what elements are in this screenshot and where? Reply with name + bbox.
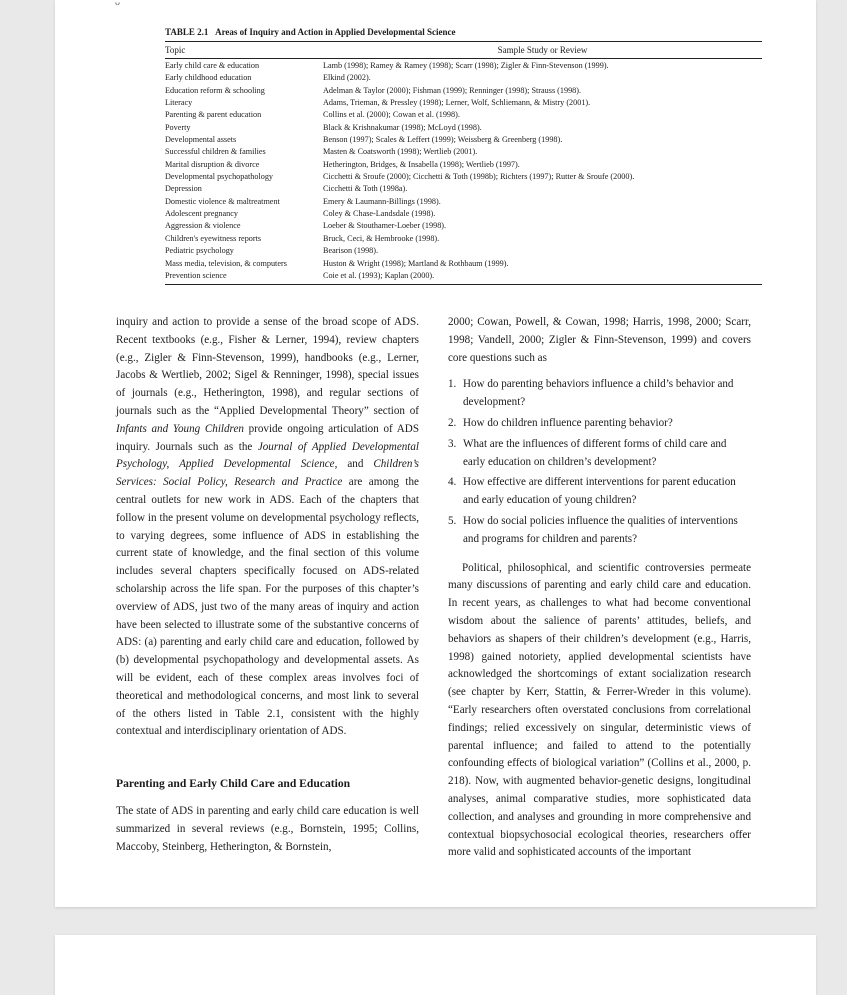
table-body	[165, 59, 762, 285]
table-header	[165, 42, 762, 58]
table-cell-topic: Mass media, television, & computers	[165, 258, 287, 268]
table-cell-topic: Literacy	[165, 98, 193, 108]
question-item	[448, 513, 751, 549]
table-row	[165, 208, 762, 220]
table-cell-reference: Masten & Coatsworth (1998); Wertlieb (2001).	[323, 147, 478, 157]
question-list	[448, 376, 751, 548]
table-cell-reference: Cicchetti & Toth (1998a).	[323, 184, 408, 194]
table-cell-reference: Emery & Laumann-Billings (1998).	[323, 196, 441, 206]
table-cell-topic: Poverty	[165, 122, 191, 132]
controversies-paragraph: Political, philosophical, and scientific controversies permeate many discussions of parenting and early child care and education. In recent years, as challenges to what had become conventional wisdom about the salience of parents’ attitudes, beliefs, and behaviors as shapers of their children’s development (e.g., Harris, 1998) gained notoriety, applied developmental scientists have acknowledged the shortcomings of extant socialization research (see chapter by Kerr, Stattin, & Ferrer-Wreder in this volume). “Early researchers often overstated conclusions from correlational findings; relied excessively on singular, deterministic views of parental influence; and failed to attend to the potentially confounding effects of biological variation” (Collins et al., 2000, p. 218). Now, with augmented behavior-genetic designs, longitudinal analyses, animal comparative studies, more sophisticated data collection, and analyses and grounding in more comprehensive and contextual biopsychosocial ecological theories, researchers offer more valid and sophisticated accounts of the important	[448, 561, 751, 859]
page-top-mark: ᴗ	[115, 0, 120, 8]
table-row	[165, 245, 762, 257]
table-cell-topic: Early childhood education	[165, 73, 252, 83]
table-cell-reference: Coley & Chase-Landsdale (1998).	[323, 209, 436, 219]
table-row	[165, 258, 762, 270]
question-item	[448, 376, 751, 412]
table-cell-topic: Prevention science	[165, 270, 227, 280]
table-header-reference: Sample Study or Review	[497, 45, 588, 55]
table-cell-reference: Lamb (1998); Ramey & Ramey (1998); Scarr (1998); Zigler & Finn-Stevenson (1999).	[323, 61, 609, 70]
table-cell-reference: Bruck, Ceci, & Hembrooke (1998).	[323, 233, 440, 243]
table-cell-reference: Coie et al. (1993); Kaplan (2000).	[323, 270, 435, 280]
question-number: 4.	[448, 476, 457, 489]
question-text: How do parenting behaviors influence a child’s behavior and development?	[463, 378, 734, 409]
table-cell-topic: Depression	[165, 184, 202, 194]
next-document-page	[55, 935, 816, 995]
table-caption	[165, 26, 762, 38]
table-header-topic: Topic	[165, 45, 186, 55]
table-cell-reference: Adams, Trieman, & Pressley (1998); Lerner, Wolf, Schliemann, & Mistry (2001).	[323, 98, 591, 108]
table-cell-topic: Adolescent pregnancy	[165, 209, 238, 219]
table-row	[165, 72, 762, 84]
table-row	[165, 122, 762, 134]
table-cell-reference: Black & Krishnakumar (1998); McLoyd (1998).	[323, 122, 482, 132]
table-row	[165, 97, 762, 109]
table-cell-topic: Developmental assets	[165, 135, 237, 145]
table-row	[165, 233, 762, 245]
question-number: 1.	[448, 378, 457, 391]
table-cell-reference: Collins et al. (2000); Cowan et al. (1998).	[323, 110, 460, 120]
table-bottom-rule	[165, 284, 762, 285]
question-text: How do children influence parenting behavior?	[463, 416, 673, 429]
table-row	[165, 109, 762, 121]
table-cell-reference: Loeber & Stouthamer-Loeber (1998).	[323, 221, 447, 231]
table-caption-label: TABLE 2.1	[165, 27, 209, 37]
question-item	[448, 415, 751, 433]
table-row	[165, 134, 762, 146]
question-number: 3.	[448, 437, 457, 450]
table-cell-topic: Marital disruption & divorce	[165, 159, 260, 169]
table-2-1	[165, 26, 762, 285]
table-cell-reference: Adelman & Taylor (2000); Fishman (1999); Renninger (1998); Strauss (1998).	[323, 85, 582, 95]
continued-paragraph: 2000; Cowan, Powell, & Cowan, 1998; Harris, 1998, 2000; Scarr, 1998; Vandell, 2000; Zigler & Finn-Stevenson, 1999) and covers core questions such as	[448, 316, 751, 364]
table-cell-reference: Benson (1997); Scales & Leffert (1999); Weissberg & Greenberg (1998).	[323, 135, 563, 145]
table-row	[165, 270, 762, 282]
question-text: What are the influences of different forms of child care and early education on children’s development?	[463, 437, 727, 468]
question-item	[448, 474, 751, 510]
table-row	[165, 171, 762, 183]
table-cell-reference: Hetherington, Bridges, & Insabella (1998); Wertlieb (1997).	[323, 159, 520, 169]
intro-paragraph: inquiry and action to provide a sense of the broad scope of ADS. Recent textbooks (e.g., Fisher & Lerner, 1994), review chapters (e.g., Zigler & Finn-Stevenson, 1999), handbooks (e.g., Lerner, Jacobs & Wertlieb, 2002; Sigel & Renninger, 1998), special issues of journals (e.g., Hetherington, 1998), and regular sections of journals such as the “Applied Developmental Theory” section of Infants and Young Children provide ongoing articulation of ADS inquiry. Journals such as the Journal of Applied Developmental Psychology, Applied Developmental Science, and Children’s Services: Social Policy, Research and Practice are among the central outlets for new work in ADS. Each of the chapters that follow in the present volume on developmental psychology reflects, to varying degrees, some influence of ADS in establishing the current state of knowledge, and the final section of this volume includes several chapters specifically focused on ADS-related scholarship across the life span. For the purposes of this chapter’s overview of ADS, just two of the many areas of inquiry and action have been selected to illustrate some of the substantive concerns of ADS: (a) parenting and early child care and education, followed by (b) developmental psychopathology and developmental assets. As will be evident, each of these complex areas involves foci of theoretical and methodological concerns, and most link to several of the others listed in Table 2.1, consistent with the highly contextual and interdisciplinary orientation of ADS.	[116, 316, 419, 738]
left-text-column	[116, 314, 419, 856]
table-cell-reference: Huston & Wright (1998); Martland & Rothbaum (1999).	[323, 258, 509, 268]
table-cell-topic: Parenting & parent education	[165, 110, 262, 120]
table-cell-topic: Developmental psychopathology	[165, 172, 274, 182]
table-cell-topic: Education reform & schooling	[165, 85, 265, 95]
table-row	[165, 60, 762, 72]
question-number: 2.	[448, 416, 457, 429]
question-item	[448, 436, 751, 472]
table-row	[165, 85, 762, 97]
table-cell-topic: Domestic violence & maltreatment	[165, 196, 280, 206]
table-row	[165, 183, 762, 195]
table-row	[165, 146, 762, 158]
table-cell-reference: Bearison (1998).	[323, 246, 379, 256]
table-cell-topic: Children's eyewitness reports	[165, 233, 262, 243]
question-text: How do social policies influence the qualities of interventions and programs for children and parents?	[463, 514, 738, 545]
table-cell-reference: Elkind (2002).	[323, 73, 371, 83]
section-paragraph: The state of ADS in parenting and early child care education is well summarized in several reviews (e.g., Bornstein, 1995; Collins, Maccoby, Steinberg, Hetherington, & Bornstein,	[116, 804, 419, 853]
section-heading: Parenting and Early Child Care and Education	[116, 777, 351, 791]
table-cell-topic: Pediatric psychology	[165, 246, 234, 256]
table-caption-title: Areas of Inquiry and Action in Applied Developmental Science	[215, 27, 456, 37]
table-row	[165, 159, 762, 171]
table-row	[165, 196, 762, 208]
table-row	[165, 220, 762, 232]
table-cell-topic: Successful children & families	[165, 147, 266, 157]
question-text: How effective are different interventions for parent education and early education of young children?	[463, 476, 736, 507]
right-text-column	[448, 314, 751, 862]
question-number: 5.	[448, 514, 457, 527]
table-cell-topic: Early child care & education	[165, 61, 260, 70]
table-cell-reference: Cicchetti & Sroufe (2000); Cicchetti & Toth (1998b); Richters (1997); Rutter & Sroufe (2000).	[323, 172, 635, 182]
table-cell-topic: Aggression & violence	[165, 221, 241, 231]
